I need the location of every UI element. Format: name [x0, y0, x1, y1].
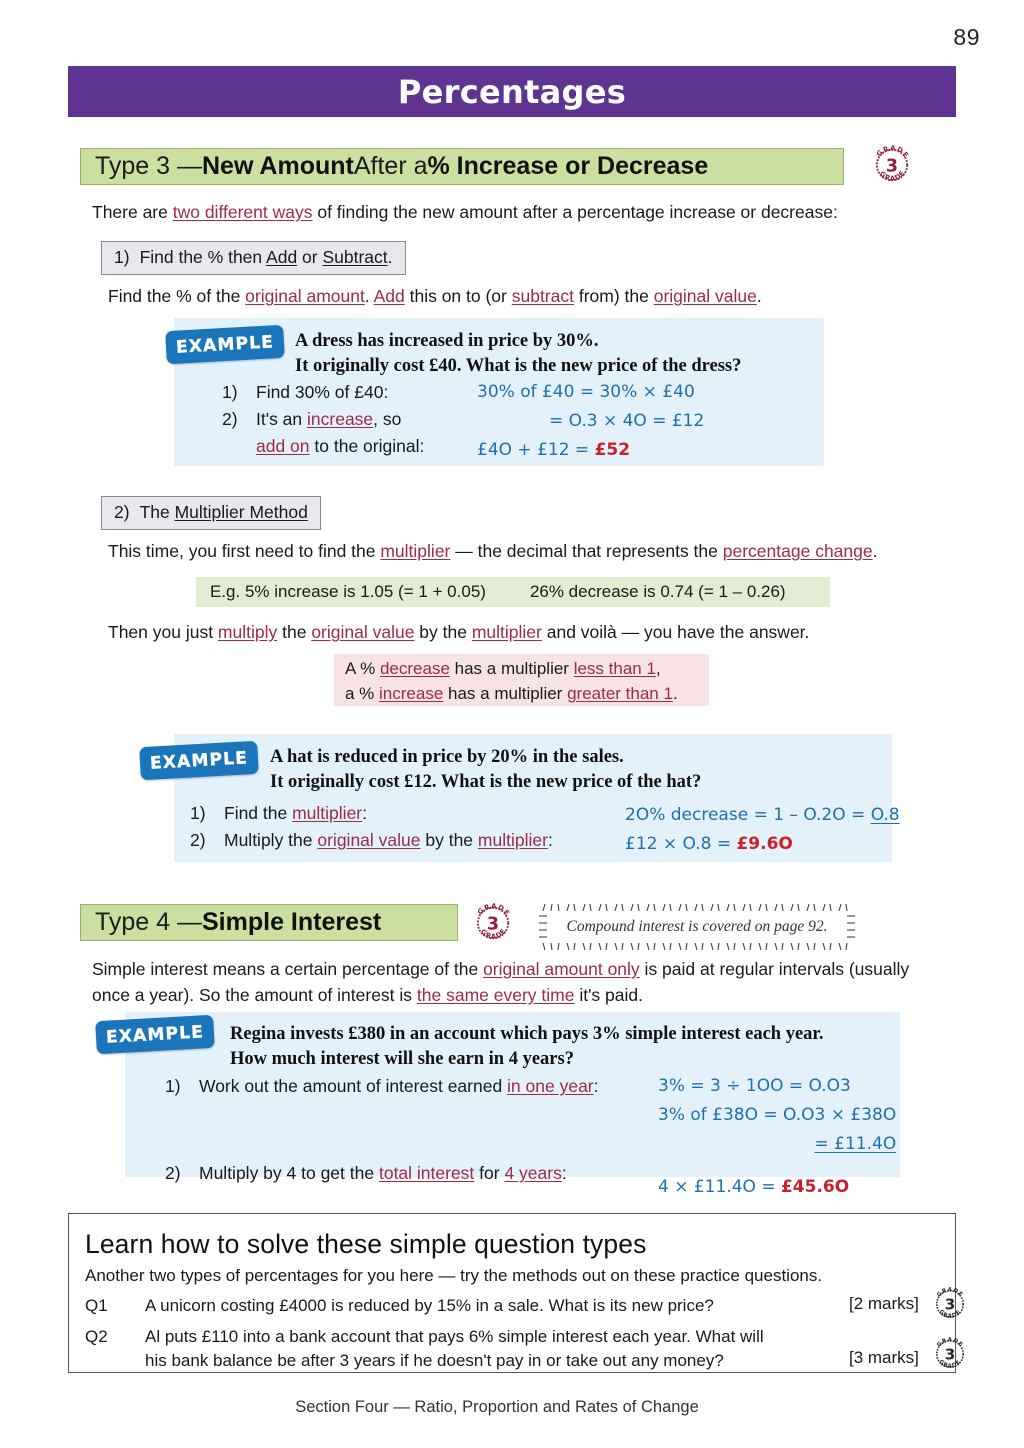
method-2-link: Multiplier Method	[174, 502, 308, 522]
type3-heading-part4: % Increase or Decrease	[427, 152, 709, 180]
ex1-s3-post: to the original:	[309, 436, 425, 456]
type3-heading-part2: New Amount	[202, 152, 354, 180]
ex2-work-line1	[625, 801, 900, 830]
type3-intro-paragraph	[92, 200, 952, 224]
grade-stamp-icon	[930, 1284, 970, 1324]
multiplier-examples-strip	[196, 577, 830, 607]
m2t-d: and voilà — you have the answer.	[541, 622, 810, 642]
method-2-description	[108, 539, 958, 563]
si-link2: the same every time	[416, 985, 575, 1005]
svg-text:GRADE: GRADE	[478, 926, 509, 941]
type3-heading-part1: Type 3 —	[95, 152, 202, 180]
example-3-working	[658, 1072, 896, 1202]
m1-e: .	[756, 286, 762, 306]
svg-text:GRADE: GRADE	[877, 168, 908, 183]
page-number: 89	[953, 24, 980, 50]
ex1-work-line3	[477, 436, 704, 465]
q2-label: Q2	[85, 1327, 108, 1346]
ex3-s2-num: 2)	[165, 1163, 181, 1183]
ex3-s2-link1: total interest	[378, 1163, 475, 1183]
svg-text:GRADE: GRADE	[936, 1287, 964, 1299]
svg-text:GRADE: GRADE	[937, 1309, 963, 1320]
section-header-type3	[80, 148, 844, 185]
method-2-then-paragraph	[108, 620, 958, 644]
grade-stamp-value: 3	[885, 156, 899, 177]
svg-text:GRADE: GRADE	[936, 1337, 964, 1349]
m2t-b: the	[277, 622, 312, 642]
pn2-b: has a multiplier	[443, 684, 568, 703]
footer-text: Section Four — Ratio, Proportion and Rates of Change	[295, 1398, 699, 1416]
ex3-w4-pre: 4 × £11.4O =	[658, 1177, 781, 1197]
example-3-question-line1: Regina invests £380 in an account which pays 3% simple interest each year.	[230, 1024, 824, 1044]
pn2-link1: increase	[379, 684, 444, 703]
intro-pre: There are	[92, 202, 173, 222]
ex1-s2-post: , so	[373, 409, 402, 429]
example-2-step-1	[190, 800, 610, 827]
example-3-step-1	[165, 1072, 635, 1101]
ex2-s2-link1: original value	[317, 830, 421, 850]
example-2-step-2	[190, 827, 610, 854]
method-1-link-add: Add	[266, 247, 298, 267]
ex3-work-line4	[658, 1173, 896, 1202]
practice-question-1	[85, 1294, 865, 1318]
example-2-steps	[190, 800, 610, 854]
example-2-question	[270, 745, 870, 795]
ex1-s3-num	[222, 433, 256, 460]
ex2-w1-pre: 2O% decrease = 1 – O.2O =	[625, 805, 871, 825]
ex1-s1-num: 1)	[222, 382, 238, 402]
ex3-work-line1: 3% = 3 ÷ 1OO = O.O3	[658, 1076, 851, 1096]
practice-question-2	[85, 1325, 865, 1373]
pink-note-line2	[345, 681, 709, 706]
q1-grade-value: 3	[944, 1295, 956, 1314]
q1-label: Q1	[85, 1296, 108, 1315]
m2-link2: percentage change	[722, 541, 873, 561]
q1-text: A unicorn costing £4000 is reduced by 15% in a sale. What is its new price?	[145, 1296, 714, 1315]
si-a: Simple interest means a certain percentage of the	[92, 959, 484, 979]
intro-post: of finding the new amount after a percentage increase or decrease:	[312, 202, 838, 222]
ex3-s1-num: 1)	[165, 1076, 181, 1096]
m2-a: This time, you first need to find the	[108, 541, 381, 561]
ex2-s1-num: 1)	[190, 803, 206, 823]
si-link1: original amount only	[483, 959, 640, 979]
ex2-work-line2	[625, 830, 900, 859]
example-3-steps	[165, 1072, 635, 1188]
example-badge-1-label: EXAMPLE	[175, 331, 275, 358]
summary-subtitle: Another two types of percentages for you here — try the methods out on these practice questions.	[85, 1266, 823, 1285]
ex1-s3-link: add on	[256, 436, 310, 456]
method-2-box	[101, 496, 321, 530]
m2t-link2: original value	[311, 622, 415, 642]
method-2-number: 2)	[114, 502, 130, 522]
pn2-link2: greater than 1	[567, 684, 673, 703]
page-footer	[0, 1398, 1024, 1417]
ex2-s2-num: 2)	[190, 830, 206, 850]
example-1-question	[295, 329, 815, 379]
ex3-s2-mid: for	[474, 1163, 505, 1183]
eg-right: 26% decrease is 0.74 (= 1 – 0.26)	[529, 582, 786, 601]
example-badge-1	[165, 325, 285, 365]
ex3-s1-pre: Work out the amount of interest earned	[199, 1076, 508, 1096]
ex1-s2-link: increase	[307, 409, 374, 429]
compound-interest-note-text: Compound interest is covered on page 92.	[566, 918, 828, 935]
si-c: it's paid.	[574, 985, 643, 1005]
method-1-pre: Find the % then	[139, 247, 267, 267]
m1-link4: original value	[653, 286, 757, 306]
method-1-mid: or	[297, 247, 323, 267]
ex1-work-line1: 30% of £40 = 30% × £40	[477, 382, 695, 402]
example-3-step-2	[165, 1159, 635, 1188]
grade-stamp-icon	[930, 1334, 970, 1374]
method-1-description	[108, 284, 948, 308]
pn1-c: ,	[655, 659, 661, 678]
method-1-end: .	[387, 247, 393, 267]
q2-grade-value: 3	[944, 1345, 956, 1364]
pn1-link2: less than 1	[573, 659, 656, 678]
m1-link2: Add	[373, 286, 405, 306]
method-1-link-subtract: Subtract	[322, 247, 388, 267]
ex3-w4-answer: £45.6O	[780, 1177, 850, 1197]
m2t-c: by the	[414, 622, 472, 642]
example-3-question-line2: How much interest will she earn in 4 years?	[230, 1049, 574, 1069]
example-2-working	[625, 801, 900, 859]
m1-link1: original amount	[245, 286, 365, 306]
ex1-s2-pre: It's an	[256, 409, 308, 429]
ex3-s2-post: :	[561, 1163, 567, 1183]
m1-link3: subtract	[511, 286, 574, 306]
ex1-s2-num: 2)	[222, 409, 238, 429]
ex2-s1-link: multiplier	[292, 803, 363, 823]
ex2-w1-answer: O.8	[870, 805, 900, 825]
m2-link1: multiplier	[380, 541, 451, 561]
type4-heading-part2: Simple Interest	[202, 908, 382, 936]
ex3-s1-link: in one year	[507, 1076, 594, 1096]
q2-marks: [3 marks]	[849, 1348, 919, 1367]
m2t-link3: multiplier	[471, 622, 542, 642]
method-1-number: 1)	[114, 247, 130, 267]
ex2-s1-pre: Find the	[224, 803, 293, 823]
example-2-question-line1: A hat is reduced in price by 20% in the sales.	[270, 747, 624, 767]
ex3-s2-pre: Multiply by 4 to get the	[199, 1163, 379, 1183]
m2t-a: Then you just	[108, 622, 218, 642]
q2-text-line2: his bank balance be after 3 years if he doesn't pay in or take out any money?	[145, 1351, 724, 1370]
ex1-work-line3-pre: £4O + £12 =	[477, 440, 595, 460]
example-badge-3	[95, 1015, 215, 1055]
ex1-work-answer: £52	[594, 440, 631, 460]
ex2-s2-link2: multiplier	[477, 830, 548, 850]
svg-text:GRADE: GRADE	[476, 902, 512, 918]
pn2-c: .	[672, 684, 678, 703]
ex1-work-line2: = O.3 × 4O = £12	[549, 411, 705, 431]
page-title: Percentages	[397, 72, 627, 111]
pn1-link1: decrease	[379, 659, 450, 678]
m2t-link1: multiply	[217, 622, 278, 642]
m2-b: — the decimal that represents the	[450, 541, 723, 561]
example-badge-2	[139, 741, 259, 781]
ex3-work-line3: = £11.4O	[814, 1134, 897, 1154]
pn1-b: has a multiplier	[449, 659, 574, 678]
method-1-box	[101, 241, 406, 275]
q2-text-line1: Al puts £110 into a bank account that pays 6% simple interest each year. What will	[145, 1327, 764, 1346]
grade-stamp-icon	[470, 900, 516, 946]
si-b: is paid at regular intervals (usually once a year). So the amount of interest is	[92, 959, 910, 1005]
ex2-s2-pre: Multiply the	[224, 830, 318, 850]
example-1-step-2	[222, 406, 482, 433]
example-1-step-2b	[222, 433, 482, 460]
pink-note-line1	[345, 656, 709, 681]
example-badge-3-label: EXAMPLE	[105, 1021, 205, 1048]
page-title-banner	[68, 66, 956, 117]
grade-stamp-value: 3	[486, 914, 500, 935]
ex3-work-line2: 3% of £38O = O.O3 × £38O	[658, 1105, 897, 1125]
example-badge-2-label: EXAMPLE	[149, 747, 249, 774]
pn2-a: a %	[345, 684, 380, 703]
m1-a: Find the % of the	[108, 286, 246, 306]
ex2-s2-post: :	[547, 830, 553, 850]
eg-left: E.g. 5% increase is 1.05 (= 1 + 0.05)	[210, 582, 486, 601]
m1-d: from) the	[573, 286, 654, 306]
m1-b: .	[364, 286, 374, 306]
type3-heading-part3: After a	[353, 152, 428, 180]
grade-stamp-icon	[869, 142, 915, 188]
example-1-question-line1: A dress has increased in price by 30%.	[295, 331, 599, 351]
ex3-s1-post: :	[593, 1076, 599, 1096]
ex1-s1-text: Find 30% of £40:	[256, 382, 389, 402]
example-2-question-line2: It originally cost £12. What is the new price of the hat?	[270, 772, 702, 792]
ex2-s1-post: :	[362, 803, 368, 823]
ex3-s2-link2: 4 years	[504, 1163, 562, 1183]
section-header-type4	[80, 904, 458, 941]
simple-interest-description	[92, 956, 922, 1008]
type4-heading-part1: Type 4 —	[95, 908, 202, 936]
example-3-question	[230, 1022, 880, 1072]
ex2-s2-mid: by the	[420, 830, 478, 850]
example-1-step-1	[222, 379, 482, 406]
q1-marks: [2 marks]	[849, 1294, 919, 1313]
ex2-w2-answer: £9.6O	[736, 834, 793, 854]
multiplier-rule-note	[334, 654, 709, 706]
example-1-question-line2: It originally cost £40. What is the new price of the dress?	[295, 356, 742, 376]
compound-interest-note	[537, 902, 857, 952]
method-2-pre: The	[139, 502, 175, 522]
intro-link: two different ways	[172, 202, 313, 222]
pn1-a: A %	[345, 659, 380, 678]
svg-text:GRADE: GRADE	[937, 1359, 963, 1370]
m1-c: this on to (or	[404, 286, 512, 306]
m2-c: .	[872, 541, 878, 561]
svg-text:GRADE: GRADE	[875, 144, 911, 160]
ex2-w2-pre: £12 × O.8 =	[625, 834, 737, 854]
summary-title: Learn how to solve these simple question types	[85, 1229, 647, 1259]
example-1-steps	[222, 379, 482, 460]
example-1-working	[477, 378, 704, 465]
